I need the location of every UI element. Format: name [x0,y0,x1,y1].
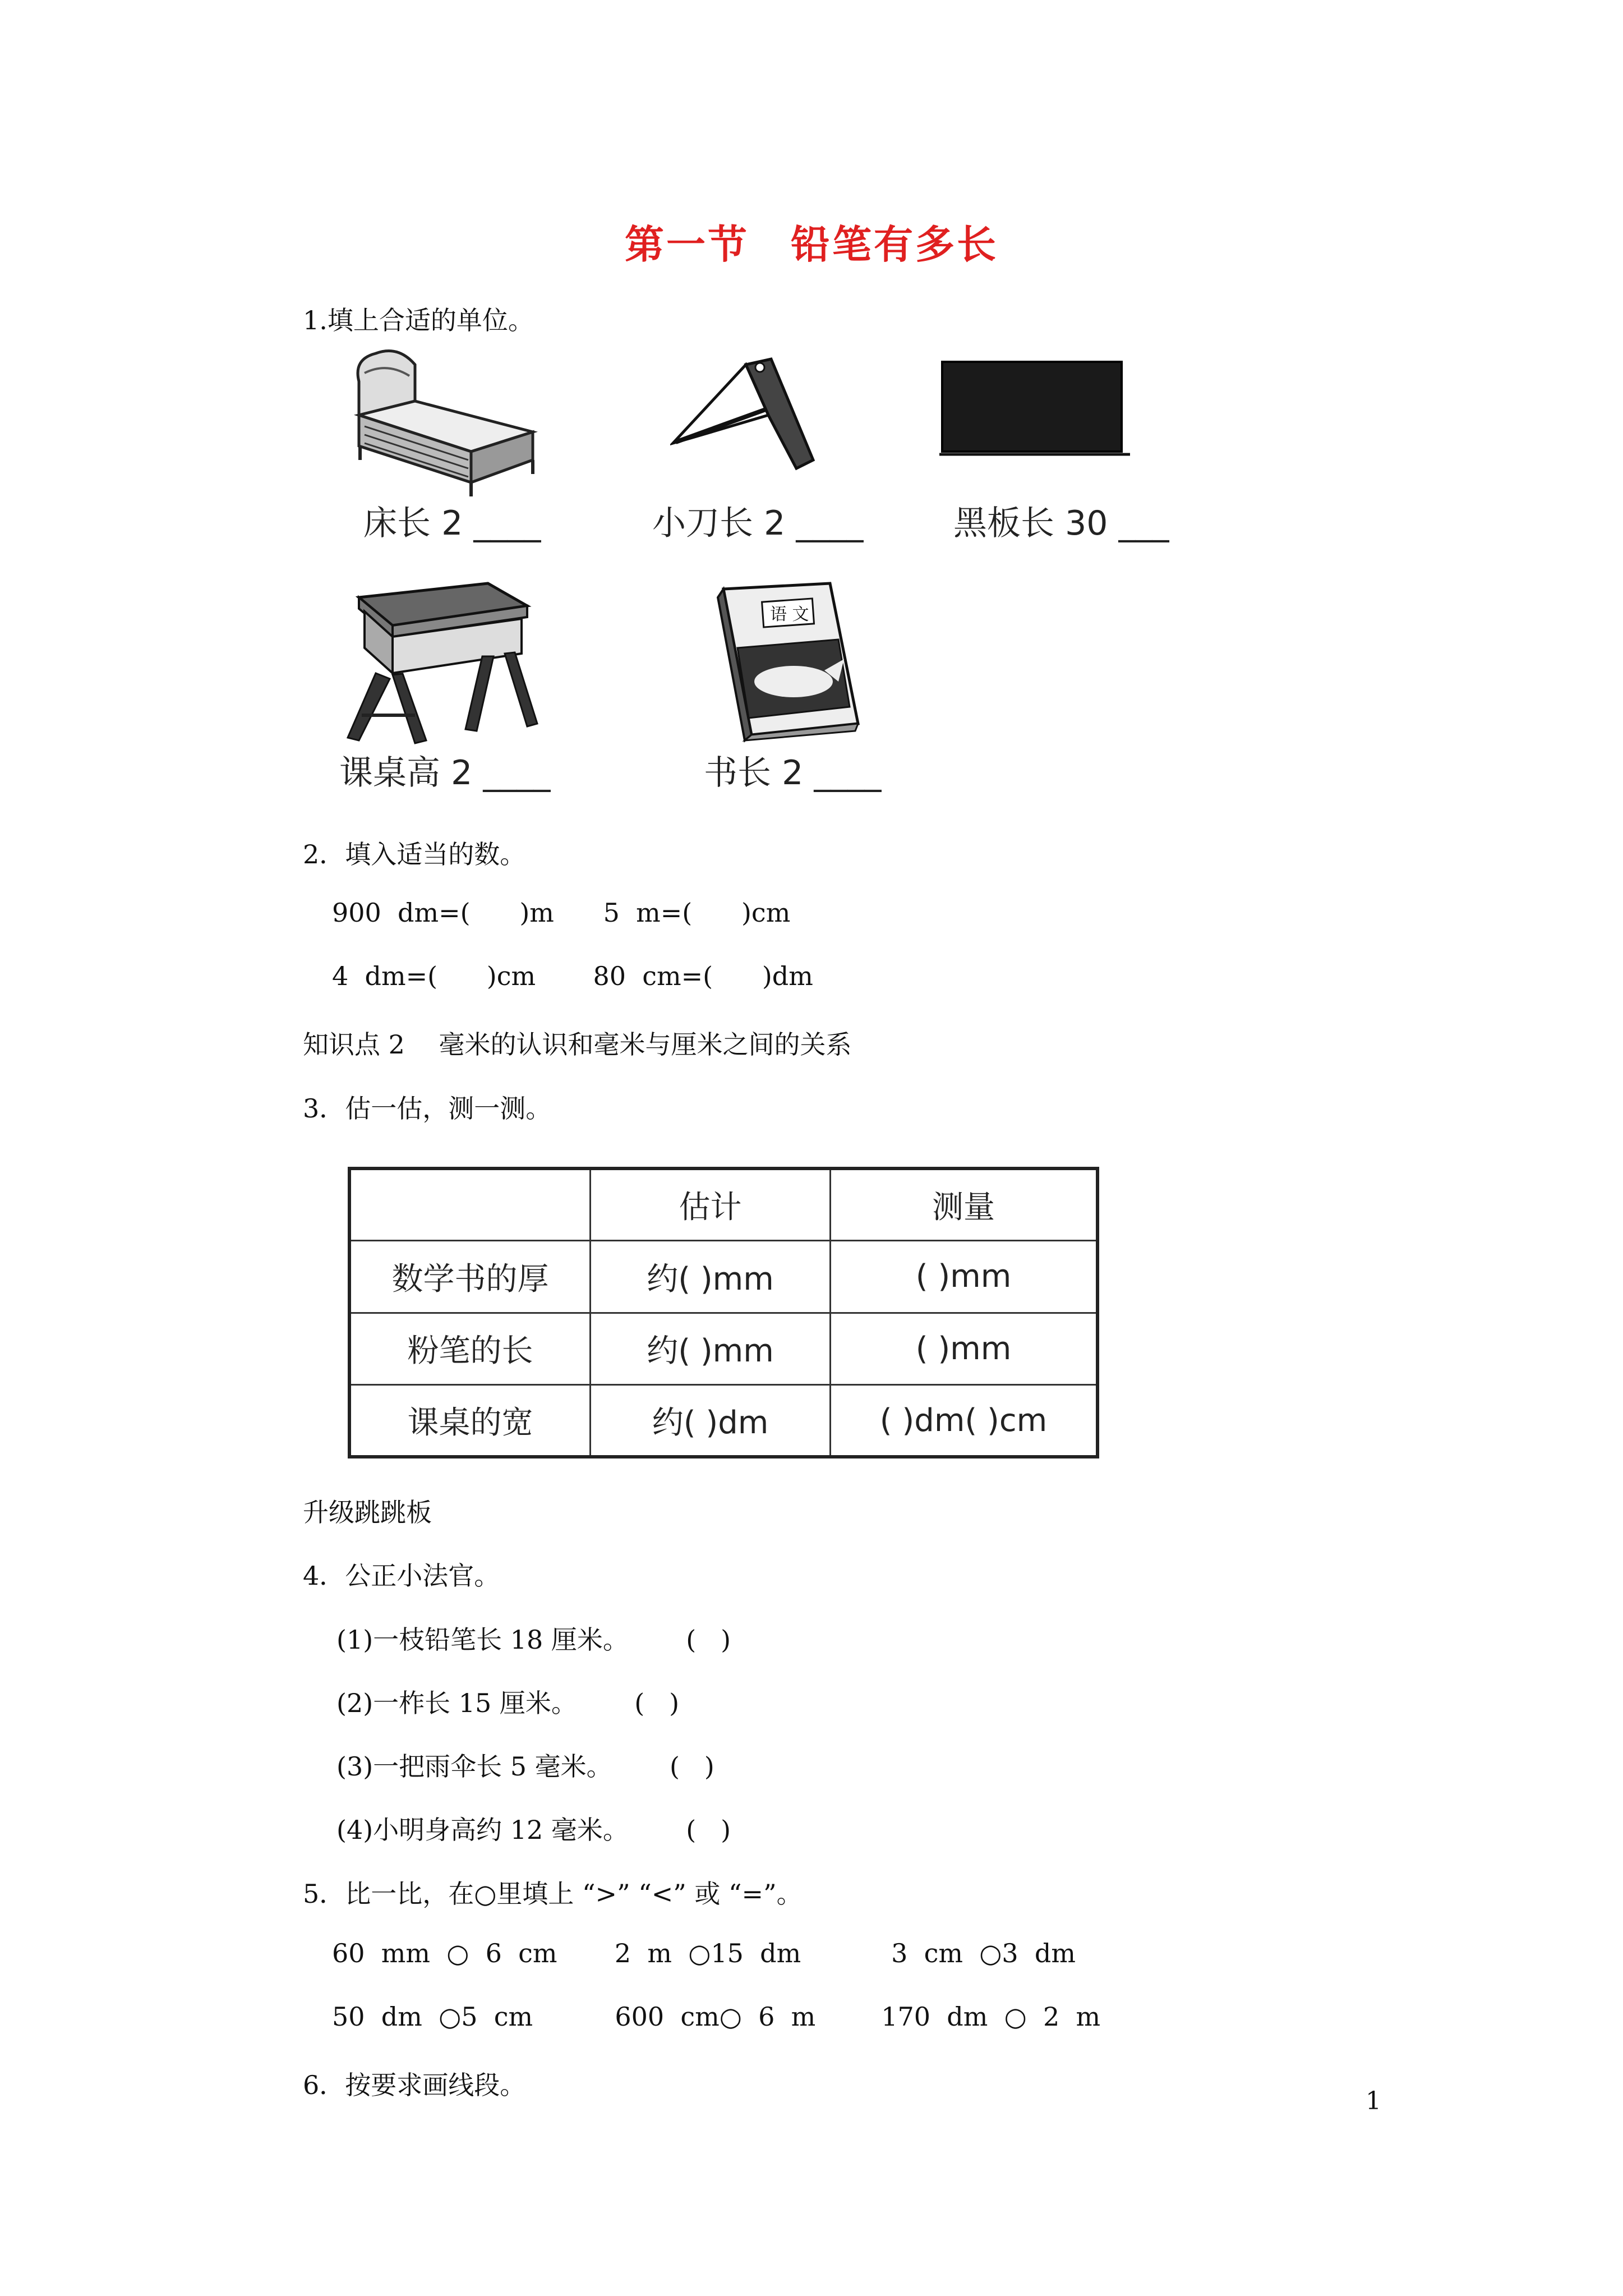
table-cell: ( )mm [831,1241,1098,1313]
q4-item: (3)一把雨伞长 5 毫米。 ( ) [336,1751,714,1782]
book-image [712,581,869,743]
q2-row-2: 4 dm=( )cm 80 cm=( )dm [332,961,813,991]
q6-heading: 6．按要求画线段。 [303,2070,526,2100]
table-cell: 约( )mm [591,1241,831,1313]
q5-heading: 5．比一比，在○里填上 “>” “<” 或 “=”。 [303,1879,803,1909]
table-cell: 课桌的宽 [349,1385,591,1457]
table-header-row [349,1168,1098,1241]
table-header-cell: 估计 [591,1168,831,1241]
estimate-measure-table [348,1167,1099,1458]
q3-heading: 3．估一估，测一测。 [303,1093,552,1124]
q2-row-1: 900 dm=( )m 5 m=( )cm [332,898,791,928]
section-heading-upgrade: 升级跳跳板 [303,1497,432,1527]
table-header-cell: 测量 [831,1168,1098,1241]
q5-row-1: 60 mm ○ 6 cm 2 m ○15 dm 3 cm ○3 dm [332,1938,1076,1968]
knife-image [670,353,827,477]
q5-row-2: 50 dm ○5 cm 600 cm○ 6 m 170 dm ○ 2 m [332,2001,1101,2032]
desk-image [336,575,538,749]
table-header-cell [349,1168,591,1241]
knife-caption: 小刀长 2 ____ [652,504,864,543]
page-title: 第一节 铅笔有多长 [625,222,998,268]
bed-caption: 床长 2 ____ [363,504,541,543]
table-cell: 数学书的厚 [349,1241,591,1313]
q4-item: (1)一枝铅笔长 18 厘米。 ( ) [336,1625,731,1655]
table-row [349,1385,1098,1457]
desk-caption: 课桌高 2 ____ [339,753,551,793]
book-caption: 书长 2 ____ [704,753,882,793]
book-cover-label: 语 文 [770,605,809,624]
table-row [349,1313,1098,1385]
q4-item: (4)小明身高约 12 毫米。 ( ) [336,1815,731,1845]
bed-image [342,348,544,499]
table-cell: 粉笔的长 [349,1313,591,1385]
blackboard-caption: 黑板长 30 ___ [953,504,1169,543]
table-cell: 约( )mm [591,1313,831,1385]
table-cell: 约( )dm [591,1385,831,1457]
q2-heading: 2．填入适当的数。 [303,839,526,869]
q4-heading: 4．公正小法官。 [303,1561,500,1591]
q1-heading: 1.填上合适的单位。 [303,305,534,335]
blackboard-image [939,359,1130,460]
page-number: 1 [1366,2087,1381,2115]
table-cell: ( )mm [831,1313,1098,1385]
table-cell: ( )dm( )cm [831,1385,1098,1457]
q4-item: (2)一柞长 15 厘米。 ( ) [336,1688,680,1718]
section-heading-knowledge-2: 知识点 2 毫米的认识和毫米与厘米之间的关系 [303,1029,852,1060]
table-row [349,1241,1098,1313]
